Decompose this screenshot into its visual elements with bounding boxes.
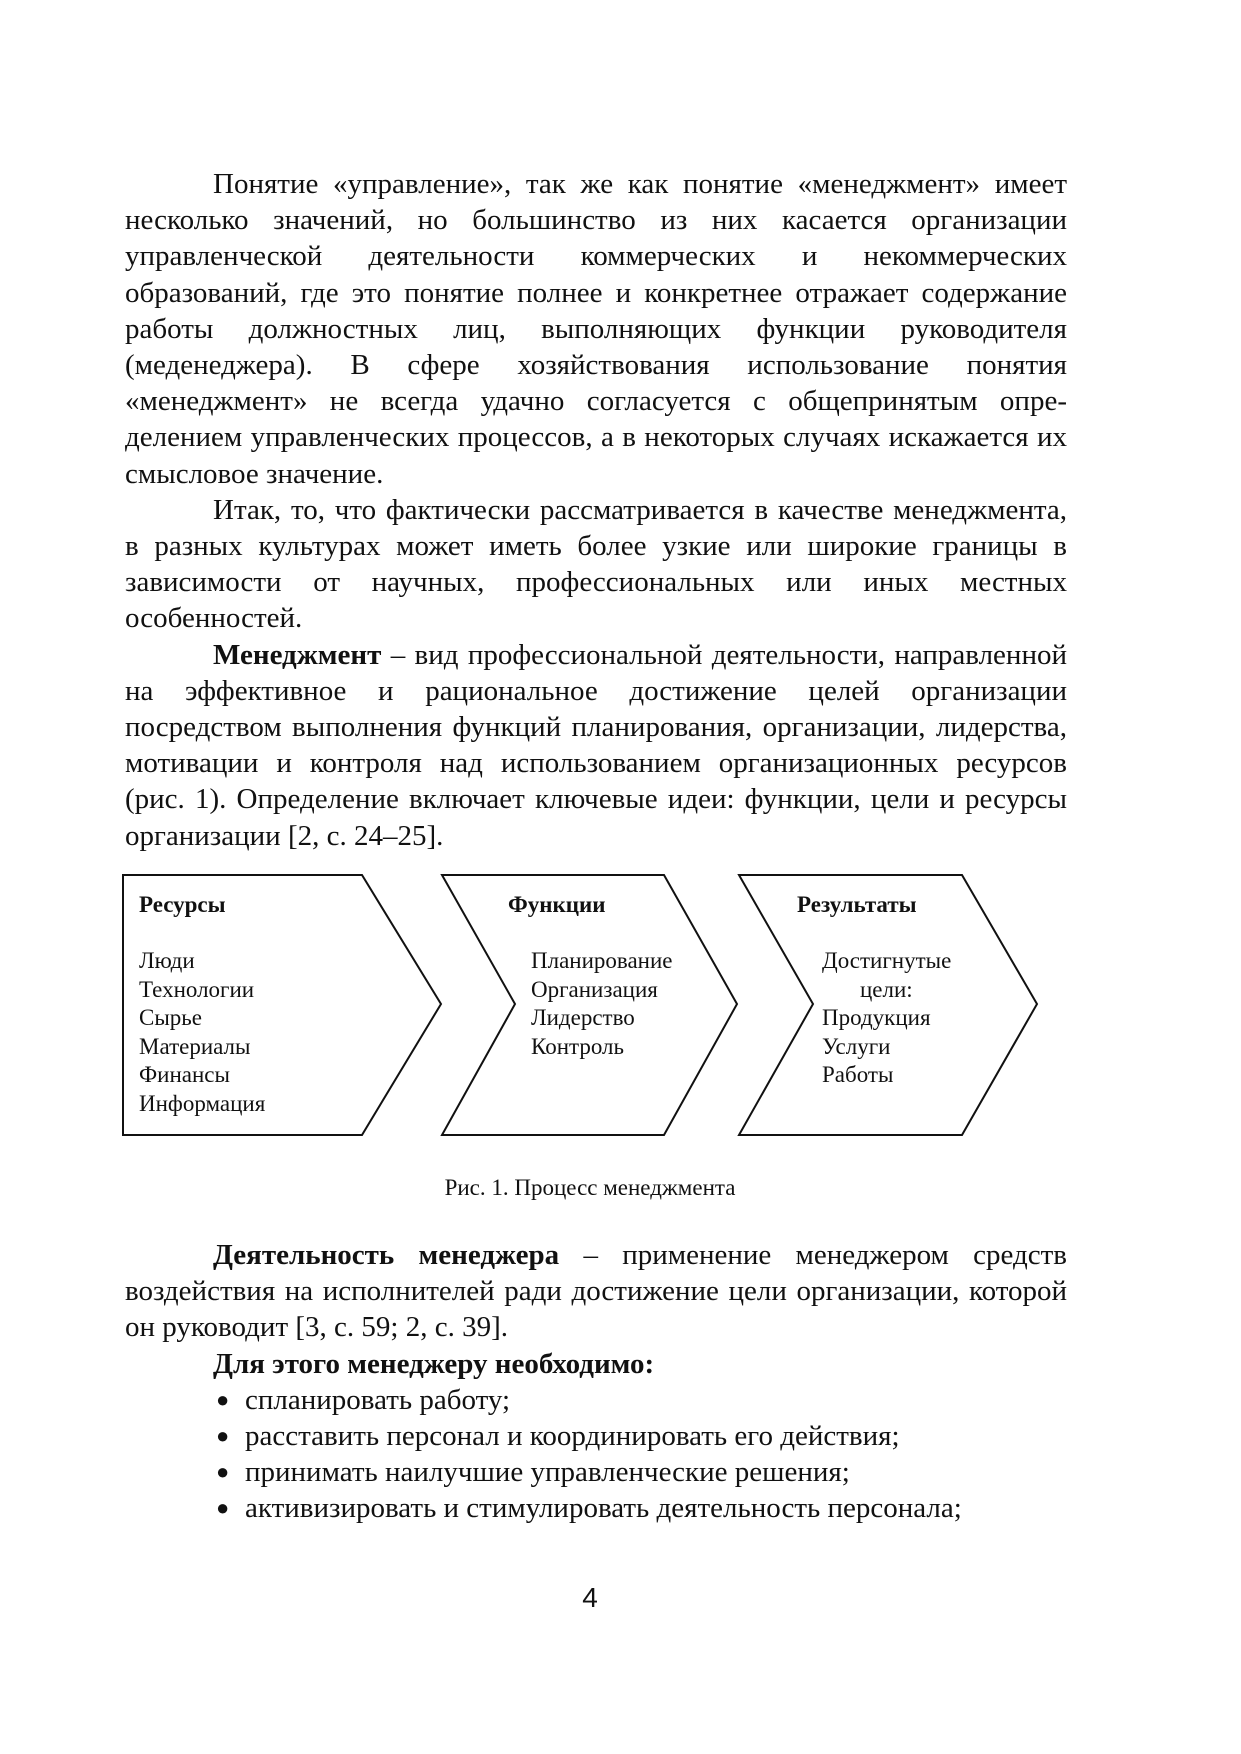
stage-item: Информация [139, 1090, 266, 1116]
stage-items-functions [531, 947, 673, 1061]
paragraph-management-concept: Понятие «управление», так же как понятие «менеджмент» имеет несколько значений, но большинство из них касается организации управленческой деятельности коммерческих и некоммерческих образований, где это понятие полнее и конкретнее отражает содержание работы должностных лиц, выполняющих функции руководителя (меденеджера). В сфере хозяйствования использование понятия «менеджмент» не всегда удачно согласуется с общепринятым определением управленческих процессов, а в некоторых случаях искажается их смысловое значение. [125, 168, 1067, 490]
stage-title-resources: Ресурсы [139, 892, 226, 917]
definition-manager-activity-text: – применение менеджером средств воздействия на исполнителей ради достижение цели организации, которой он руководит [3, с. 59; 2, с. 39]. [125, 1239, 1068, 1344]
bullet-icon: ● [216, 1386, 230, 1412]
stage-item: Организация [531, 976, 658, 1002]
figure-caption: Рис. 1. Процесс менеджмента [444, 1175, 736, 1200]
stage-title-functions: Функции [508, 892, 606, 917]
paragraph-manager-activity [125, 1237, 1067, 1346]
task-list [125, 1382, 1067, 1527]
list-item-text: расставить персонал и координировать его действия; [245, 1420, 900, 1453]
stage-item: Контроль [531, 1033, 624, 1059]
term-manager-activity: Деятельность менеджера [213, 1239, 560, 1271]
paragraph-management-definition [125, 637, 1067, 854]
top-text-block [125, 166, 1067, 854]
stage-item: Лидерство [531, 1005, 635, 1030]
stage-item: Услуги [822, 1033, 891, 1059]
stage-item: Финансы [139, 1062, 230, 1087]
list-item-text: спланировать работу; [245, 1383, 511, 1416]
stage-item: Материалы [139, 1033, 251, 1059]
stage-item: Достигнутые [822, 948, 952, 973]
paragraph-culture-boundaries: Итак, то, что фактически рассматривается в качестве менеджмента, в разных культурах может иметь более узкие или широкие границы в зависимости от научных, профессиональных или иных местных особенностей. [125, 493, 1067, 635]
list-item [213, 1382, 1067, 1418]
bullet-icon: ● [216, 1459, 230, 1485]
stage-item: Технологии [139, 976, 255, 1002]
stage-item: цели: [860, 976, 913, 1002]
stage-items-results [822, 947, 951, 1090]
stage-item: Продукция [822, 1005, 931, 1030]
chevron-results [739, 875, 1037, 1135]
stage-title-results: Результаты [797, 892, 917, 917]
stage-item: Работы [822, 1062, 894, 1087]
bottom-text-block [125, 1237, 1067, 1527]
stage-item: Планирование [531, 948, 673, 973]
list-item [213, 1490, 1067, 1526]
chevron-resources [123, 875, 441, 1135]
list-item [213, 1418, 1067, 1454]
list-item-text: принимать наилучшие управленческие решения; [245, 1456, 850, 1489]
definition-management-text: – вид профессиональной деятельности, направленной на эффективное и рациональное достижение целей организации посредством выполнения функций планирования, организации, лидерства, мотивации и контроля над использованием организационных ресурсов (рис. 1). Определение включает ключевые идеи: функции, цели и ресурсы организации [2, с. 24–25]. [125, 638, 1067, 852]
stage-items-resources [139, 947, 265, 1118]
list-heading: Для этого менеджеру необходимо: [213, 1347, 655, 1380]
bullet-icon: ● [216, 1495, 230, 1521]
page-number: 4 [582, 1582, 598, 1613]
chevron-functions [442, 875, 737, 1135]
stage-item: Сырье [139, 1005, 202, 1030]
term-management: Менеджмент [213, 638, 382, 671]
bullet-icon: ● [216, 1423, 230, 1449]
stage-item: Люди [139, 948, 195, 973]
list-item [213, 1454, 1067, 1490]
list-item-text: активизировать и стимулировать деятельность персонала; [245, 1492, 962, 1525]
